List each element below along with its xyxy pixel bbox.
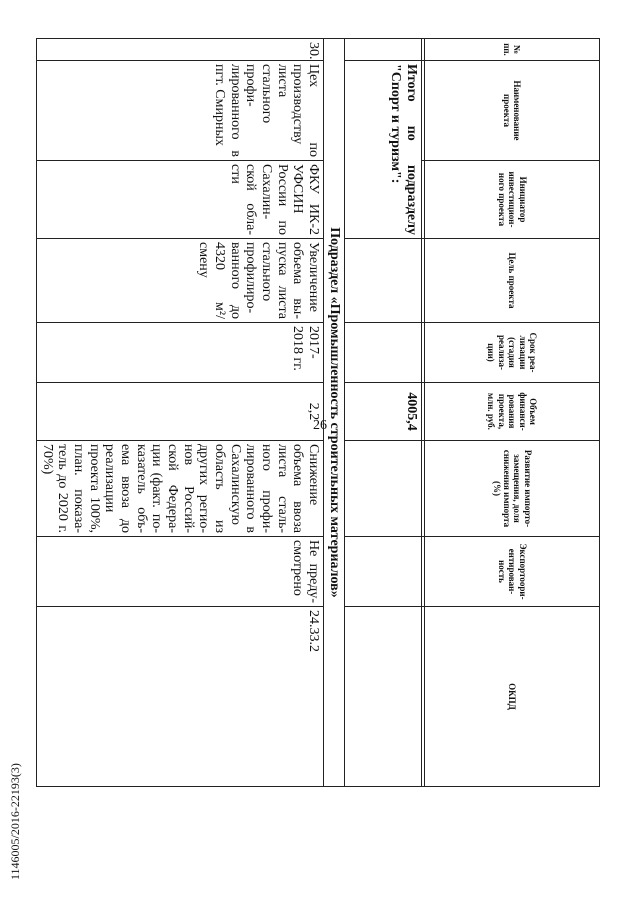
spacer-cell <box>422 607 425 787</box>
section-title: Подраздел «Промышленность строительных материалов» <box>324 39 345 787</box>
row-goal: Увеличение объема вы-пуска листа стального профилиро-ванного до 4320 м²/смену <box>36 239 323 323</box>
row-num: 30. <box>36 39 323 61</box>
row-project-name: Цех по производству листа стального профи-лированного в пгт. Смирных <box>36 61 323 161</box>
row-okpd: 24.33.2 <box>36 607 323 787</box>
spacer-row <box>422 39 425 787</box>
spacer-cell <box>422 383 425 441</box>
spacer-cell <box>422 161 425 239</box>
spacer-cell <box>422 239 425 323</box>
spacer-cell <box>422 39 425 61</box>
projects-table <box>36 38 600 787</box>
total-label: Итого по подразделу "Спорт и туризм": <box>345 61 422 239</box>
table-row <box>36 39 323 787</box>
row-term: 2017-2018 гг. <box>36 323 323 383</box>
total-empty-cell <box>345 441 422 537</box>
header-term: Срок реа-лизации (стадия реализа-ции) <box>425 323 600 383</box>
header-project-name: Наименование проекта <box>425 61 600 161</box>
total-num-cell <box>345 39 422 61</box>
spacer-cell <box>422 441 425 537</box>
header-initiator: Инициатор инвестицион-ного проекта <box>425 161 600 239</box>
header-goal: Цель проекта <box>425 239 600 323</box>
total-row <box>345 39 422 787</box>
projects-table-container <box>39 38 600 786</box>
total-empty-cell <box>345 239 422 323</box>
total-empty-cell <box>345 607 422 787</box>
section-row <box>324 39 345 787</box>
spacer-cell <box>422 323 425 383</box>
header-okpd: ОКПД <box>425 607 600 787</box>
table-header-row <box>425 39 600 787</box>
total-empty-cell <box>345 323 422 383</box>
total-empty-cell <box>345 537 422 607</box>
header-export: Экспортоори-ентирован-ность <box>425 537 600 607</box>
spacer-cell <box>422 61 425 161</box>
row-initiator: ФКУ ИК-2 УФСИН России по Сахалин-ской обла-сти <box>36 161 323 239</box>
row-import-substitution: Снижение объема ввоза листа сталь-ного профи-лированного в Сахалинскую область из других регио-нов Россий-ской Федера-ции (факт. по-казатель объ-ема ввоза до реализации проекта 100%, план. показа-тель до 2020 г. 70%) <box>36 441 323 537</box>
header-num: № пп. <box>425 39 600 61</box>
document-code: 1146005/2016-22193(3) <box>8 763 22 880</box>
spacer-cell <box>422 537 425 607</box>
row-amount: 2,2 <box>36 383 323 441</box>
header-import-substitution: Развитие импорто-замещения, доля снижения импорта (%) <box>425 441 600 537</box>
total-amount: 4005,4 <box>345 383 422 441</box>
row-export: Не преду-смотрено <box>36 537 323 607</box>
header-amount: Объем финанси-рования проекта, млн. руб. <box>425 383 600 441</box>
page-number: 26 <box>313 418 327 433</box>
